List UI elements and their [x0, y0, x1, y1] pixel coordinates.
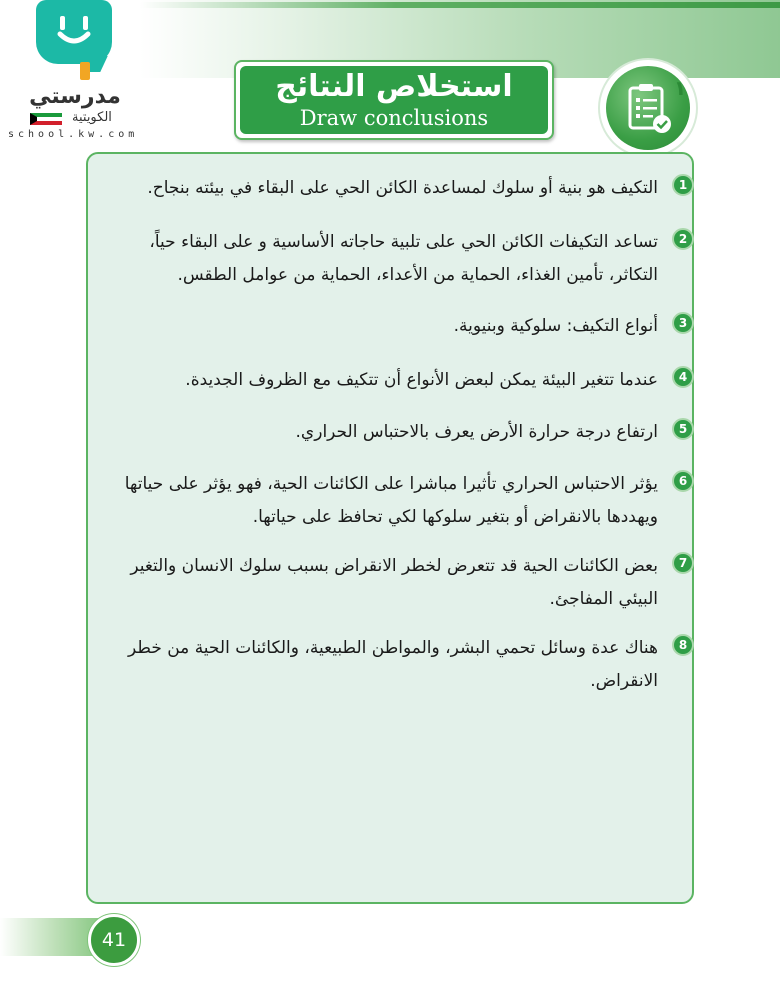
- conclusion-text: يؤثر الاحتباس الحراري تأثيرا مباشرا على الكائنات الحية، فهو يؤثر على حياتها ويهددها بالانقراض أو بتغير سلوكها لكي تحافظ على حياتها.: [124, 474, 658, 527]
- conclusion-text: أنواع التكيف: سلوكية وبنيوية.: [453, 316, 658, 336]
- logo-pencil: [80, 62, 90, 80]
- conclusion-text: التكيف هو بنية أو سلوك لمساعدة الكائن الحي على البقاء في بيئته بنجاح.: [147, 178, 658, 198]
- kuwait-flag-icon: [30, 113, 62, 125]
- school-logo: [0, 0, 150, 150]
- conclusion-text: ارتفاع درجة حرارة الأرض يعرف بالاحتباس الحراري.: [295, 422, 658, 442]
- conclusion-text: تساعد التكيفات الكائن الحي على تلبية حاجاته الأساسية و على البقاء حياً، التكاثر، تأمين الغذاء، الحماية من الأعداء، الحماية من عوامل الطقس.: [149, 232, 658, 285]
- conclusion-item: [102, 172, 692, 205]
- item-number-badge: 5: [672, 418, 694, 440]
- section-title-arabic: استخلاص النتائج: [275, 69, 513, 104]
- conclusion-item: [102, 468, 692, 534]
- section-number: ١: [674, 76, 687, 100]
- logo-country-text: الكويتية: [72, 110, 112, 125]
- conclusion-item: [102, 310, 692, 343]
- item-number-badge: 4: [672, 366, 694, 388]
- conclusion-text: هناك عدة وسائل تحمي البشر، والمواطن الطبيعية، والكائنات الحية من خطر الانقراض.: [128, 638, 658, 691]
- item-number-badge: 2: [672, 228, 694, 250]
- section-title-english: Draw conclusions: [299, 106, 489, 130]
- conclusions-panel: [86, 152, 694, 904]
- page-number: 41: [88, 914, 140, 966]
- conclusion-text: بعض الكائنات الحية قد تتعرض لخطر الانقراض بسبب سلوك الانسان والتغير البيئي المفاجئ.: [130, 556, 658, 609]
- conclusion-item: [102, 632, 692, 698]
- header-band-line: [140, 2, 780, 8]
- conclusion-item: [102, 550, 692, 616]
- conclusion-text: عندما تتغير البيئة يمكن لبعض الأنواع أن تتكيف مع الظروف الجديدة.: [185, 370, 658, 390]
- checklist-badge: [600, 60, 696, 156]
- smile-icon: [54, 14, 94, 48]
- item-number-badge: 8: [672, 634, 694, 656]
- item-number-badge: 3: [672, 312, 694, 334]
- logo-brand-text: مدرستي: [29, 84, 121, 109]
- conclusion-item: [102, 364, 692, 397]
- conclusion-item: [102, 416, 692, 449]
- item-number-badge: 6: [672, 470, 694, 492]
- item-number-badge: 7: [672, 552, 694, 574]
- logo-url: school.kw.com: [8, 129, 139, 140]
- item-number-badge: 1: [672, 174, 694, 196]
- section-title-box: [234, 60, 554, 140]
- checklist-icon: [622, 80, 674, 136]
- conclusion-item: [102, 226, 692, 292]
